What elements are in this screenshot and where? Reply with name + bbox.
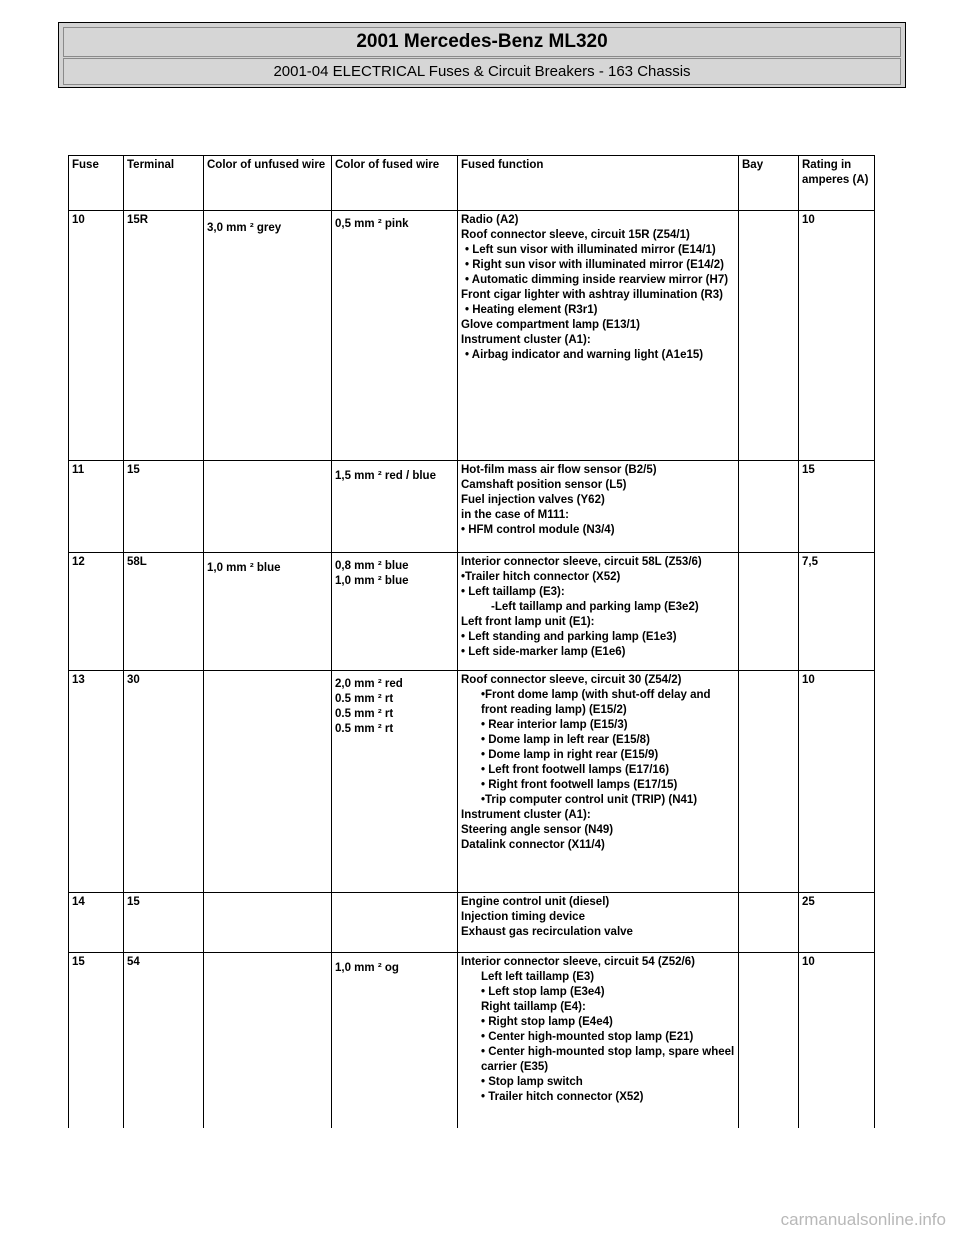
bay: [739, 553, 799, 671]
fused-wire-line: 0.5 mm ² rt: [335, 693, 394, 705]
function-line: • HFM control module (N3/4): [461, 524, 615, 536]
col-header-fused-function: Fused function: [458, 156, 739, 211]
function-line: Steering angle sensor (N49): [461, 824, 614, 836]
fused-wire: [332, 671, 458, 893]
terminal: 58L: [124, 553, 204, 671]
fused-function: [458, 553, 739, 671]
rating: 10: [799, 211, 875, 461]
fuse-number: 14: [69, 893, 124, 953]
function-line: Roof connector sleeve, circuit 15R (Z54/1): [461, 229, 690, 241]
function-line: Injection timing device: [461, 911, 585, 923]
table-row: [69, 461, 875, 553]
fuse-number: 13: [69, 671, 124, 893]
function-line: • Left standing and parking lamp (E1e3): [461, 631, 677, 643]
rating: 10: [799, 671, 875, 893]
function-line: Roof connector sleeve, circuit 30 (Z54/2): [461, 674, 682, 686]
function-line: Instrument cluster (A1):: [461, 809, 591, 821]
function-line: Right taillamp (E4):: [481, 1001, 586, 1013]
function-line: • Stop lamp switch: [481, 1076, 583, 1088]
bay: [739, 211, 799, 461]
function-line: • Right sun visor with illuminated mirror (E14/2): [465, 259, 724, 271]
fused-wire-line: 1,0 mm ² blue: [335, 575, 409, 587]
fused-wire-line: 0.5 mm ² rt: [335, 708, 394, 720]
fuse-table-page: [68, 155, 876, 1128]
function-line: Front cigar lighter with ashtray illumination (R3): [461, 289, 723, 301]
table-row: [69, 671, 875, 893]
function-line: • Automatic dimming inside rearview mirror (H7): [465, 274, 729, 286]
function-line: •Trailer hitch connector (X52): [461, 571, 621, 583]
fused-wire: [332, 953, 458, 1129]
function-line: • Left stop lamp (E3e4): [481, 986, 605, 998]
col-header-unfused-wire: Color of unfused wire: [204, 156, 332, 211]
table-row: [69, 553, 875, 671]
function-line: Camshaft position sensor (L5): [461, 479, 627, 491]
fuse-number: 11: [69, 461, 124, 553]
terminal: 15: [124, 461, 204, 553]
function-line: • Center high-mounted stop lamp, spare wheel carrier (E35): [481, 1046, 735, 1073]
col-header-terminal: Terminal: [124, 156, 204, 211]
function-line: -Left taillamp and parking lamp (E3e2): [491, 601, 699, 613]
table-row: [69, 893, 875, 953]
rating: 10: [799, 953, 875, 1129]
function-line: •Trip computer control unit (TRIP) (N41): [481, 794, 698, 806]
fuse-number: 12: [69, 553, 124, 671]
rating: 7,5: [799, 553, 875, 671]
fused-function: [458, 211, 739, 461]
col-header-fused-wire: Color of fused wire: [332, 156, 458, 211]
fused-wire: [332, 553, 458, 671]
function-line: • Left front footwell lamps (E17/16): [481, 764, 670, 776]
watermark: carmanualsonline.info: [780, 1210, 946, 1229]
unfused-wire: 3,0 mm ² grey: [204, 211, 332, 461]
function-line: • Airbag indicator and warning light (A1e15): [465, 349, 704, 361]
function-line: Glove compartment lamp (E13/1): [461, 319, 640, 331]
function-line: Interior connector sleeve, circuit 54 (Z52/6): [461, 956, 695, 968]
terminal: 15R: [124, 211, 204, 461]
function-line: Radio (A2): [461, 214, 519, 226]
unfused-wire: 1,0 mm ² blue: [204, 553, 332, 671]
terminal: 30: [124, 671, 204, 893]
fused-wire-line: 1,0 mm ² og: [335, 962, 399, 974]
function-line: Interior connector sleeve, circuit 58L (Z53/6): [461, 556, 702, 568]
function-line: • Center high-mounted stop lamp (E21): [481, 1031, 694, 1043]
fused-wire-line: 1,5 mm ² red / blue: [335, 470, 436, 482]
fused-wire-line: 0.5 mm ² rt: [335, 723, 394, 735]
document-title: 2001 Mercedes-Benz ML320: [63, 27, 901, 57]
unfused-wire: [204, 671, 332, 893]
function-line: • Left taillamp (E3):: [461, 586, 565, 598]
table-row: [69, 211, 875, 461]
fused-function: [458, 893, 739, 953]
function-line: • Trailer hitch connector (X52): [481, 1091, 644, 1103]
terminal: 54: [124, 953, 204, 1129]
function-line: Left left taillamp (E3): [481, 971, 595, 983]
function-line: Exhaust gas recirculation valve: [461, 926, 633, 938]
function-line: Instrument cluster (A1):: [461, 334, 591, 346]
function-line: in the case of M111:: [461, 509, 570, 521]
fuse-table: [68, 155, 875, 1128]
col-header-bay: Bay: [739, 156, 799, 211]
fused-wire: [332, 461, 458, 553]
function-line: • Dome lamp in right rear (E15/9): [481, 749, 659, 761]
function-line: Hot-film mass air flow sensor (B2/5): [461, 464, 657, 476]
function-line: Datalink connector (X11/4): [461, 839, 605, 851]
col-header-rating: Rating in amperes (A): [799, 156, 875, 211]
fused-wire: [332, 211, 458, 461]
fused-wire-line: 2,0 mm ² red: [335, 678, 403, 690]
function-line: Fuel injection valves (Y62): [461, 494, 605, 506]
rating: 25: [799, 893, 875, 953]
function-line: • Right stop lamp (E4e4): [481, 1016, 613, 1028]
function-line: • Right front footwell lamps (E17/15): [481, 779, 678, 791]
unfused-wire: [204, 893, 332, 953]
table-header-row: [69, 156, 875, 211]
fused-wire-line: 0,8 mm ² blue: [335, 560, 409, 572]
terminal: 15: [124, 893, 204, 953]
unfused-wire: [204, 461, 332, 553]
function-line: • Left side-marker lamp (E1e6): [461, 646, 626, 658]
function-line: • Rear interior lamp (E15/3): [481, 719, 628, 731]
fuse-number: 10: [69, 211, 124, 461]
rating: 15: [799, 461, 875, 553]
function-line: • Left sun visor with illuminated mirror (E14/1): [465, 244, 716, 256]
fuse-number: 15: [69, 953, 124, 1129]
bay: [739, 893, 799, 953]
function-line: •Front dome lamp (with shut-off delay and front reading lamp) (E15/2): [481, 689, 711, 716]
document-header: [58, 22, 906, 88]
fused-function: [458, 461, 739, 553]
bay: [739, 461, 799, 553]
function-line: • Dome lamp in left rear (E15/8): [481, 734, 650, 746]
fused-wire: [332, 893, 458, 953]
function-line: Engine control unit (diesel): [461, 896, 610, 908]
bay: [739, 953, 799, 1129]
function-line: • Heating element (R3r1): [465, 304, 598, 316]
fused-wire-line: 0,5 mm ² pink: [335, 218, 409, 230]
table-row: [69, 953, 875, 1129]
function-line: Left front lamp unit (E1):: [461, 616, 595, 628]
document-subtitle: 2001-04 ELECTRICAL Fuses & Circuit Breakers - 163 Chassis: [63, 58, 901, 85]
fused-function: [458, 953, 739, 1129]
bay: [739, 671, 799, 893]
col-header-fuse: Fuse: [69, 156, 124, 211]
fused-function: [458, 671, 739, 893]
unfused-wire: [204, 953, 332, 1129]
